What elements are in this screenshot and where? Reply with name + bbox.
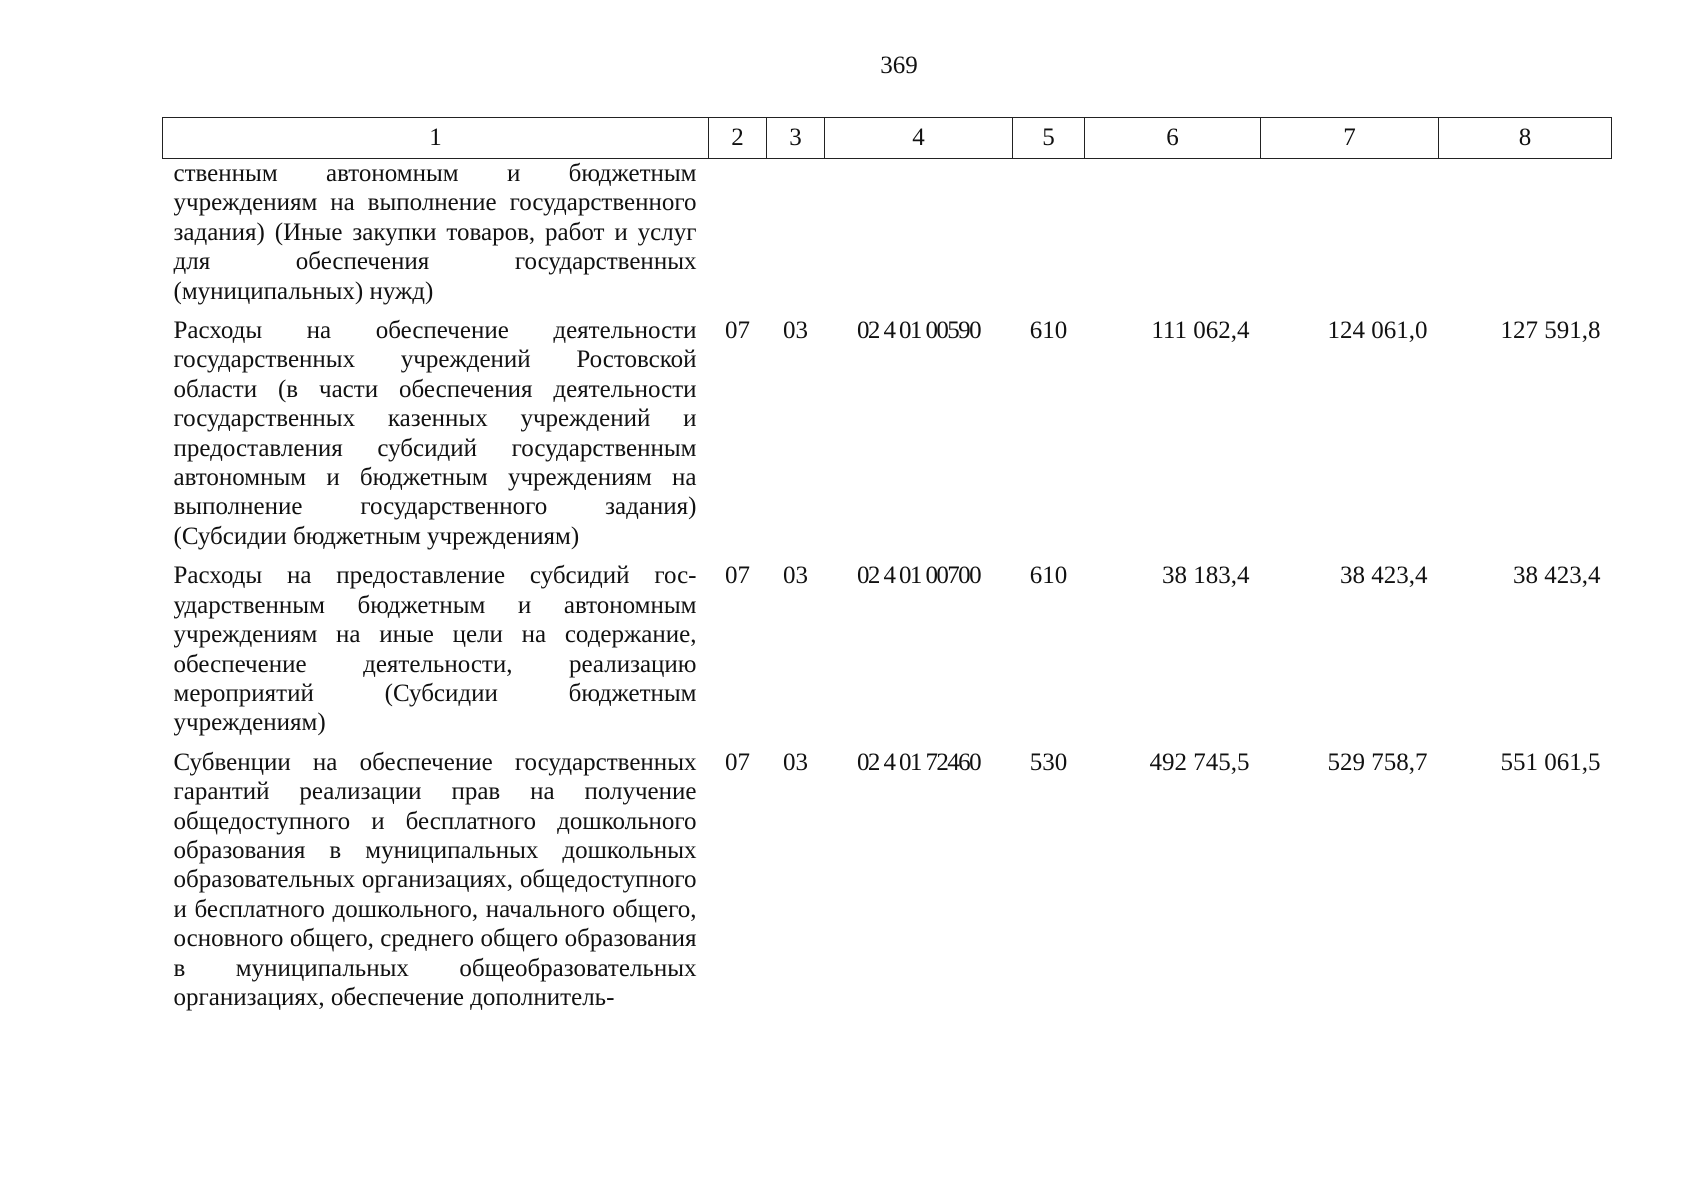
subsection-code: 03: [783, 317, 808, 345]
section-code: 07: [725, 317, 750, 345]
column-header: 2: [709, 118, 767, 159]
table-row: [163, 559, 1612, 745]
subsection-code: 03: [783, 562, 808, 590]
target-article-code: 02 4 01 00700: [857, 562, 980, 590]
amount-year-1: 111 062,4: [1151, 317, 1250, 345]
column-number-header-row: [163, 118, 1612, 159]
amount-year-1: 492 745,5: [1149, 748, 1250, 776]
target-article-code: 02 4 01 72460: [857, 748, 980, 776]
section-code: [709, 159, 767, 315]
amount-year-2: 529 758,7: [1327, 748, 1428, 776]
table-row: [163, 159, 1612, 315]
column-header: 3: [767, 118, 825, 159]
subsection-code: [767, 159, 825, 315]
target-article-code: 02 4 01 00590: [857, 317, 980, 345]
amount-year-3: 38 423,4: [1513, 562, 1601, 590]
section-code: 07: [725, 562, 750, 590]
column-header: 8: [1439, 118, 1612, 159]
expense-type-code: 610: [1029, 562, 1068, 590]
column-header: 1: [163, 118, 709, 159]
row-description: Расходы на обеспечение деятельности государственных учреждений Ростовской области (в части обеспечения деятельности государственных казенных учреждений и предоставления субсидий государственным автономным и бюджетным учреждениям на выполнение государственного задания) (Субсидии бюджетным учреждениям): [173, 317, 697, 550]
page-number: 369: [880, 52, 918, 79]
column-header: 6: [1085, 118, 1261, 159]
target-article-code: [825, 159, 1013, 315]
amount-year-2: [1261, 159, 1439, 315]
column-header: 7: [1261, 118, 1439, 159]
amount-year-3: 127 591,8: [1500, 317, 1601, 345]
table-row: [163, 314, 1612, 559]
amount-year-1: [1085, 159, 1261, 315]
expense-type-code: 530: [1029, 748, 1068, 776]
row-description: Субвенции на обеспечение государственных гарантий реализации прав на получение общедоступного и бесплатного дошкольного образования в муниципальных дошкольных образовательных организациях, общедоступного и бесплатного дошкольного, начального общего, основного общего, среднего общего образования в муниципальных общеобразовательных организациях, обеспечение дополнитель-: [173, 748, 697, 1011]
row-description: Расходы на предоставление субсидий государственным бюджетным и автономным учреждениям на иные цели на содержание, обеспечение деятельности, реализацию мероприятий (Субсидии бюджетным учреждениям): [173, 562, 697, 737]
column-header: 4: [825, 118, 1013, 159]
subsection-code: 03: [783, 748, 808, 776]
amount-year-2: 38 423,4: [1340, 562, 1428, 590]
column-header: 5: [1013, 118, 1085, 159]
amount-year-3: [1439, 159, 1612, 315]
table-row: [163, 746, 1612, 1021]
expense-type-code: 610: [1029, 317, 1068, 345]
amount-year-3: 551 061,5: [1500, 748, 1601, 776]
budget-table: [162, 117, 1612, 1020]
amount-year-1: 38 183,4: [1162, 562, 1250, 590]
row-description: ственным автономным и бюджетным учреждениям на выполнение государственного задания) (Иные закупки товаров, работ и услуг для обеспечения государственных (муниципальных) нужд): [173, 160, 697, 305]
amount-year-2: 124 061,0: [1327, 317, 1428, 345]
expense-type-code: [1013, 159, 1085, 315]
section-code: 07: [725, 748, 750, 776]
